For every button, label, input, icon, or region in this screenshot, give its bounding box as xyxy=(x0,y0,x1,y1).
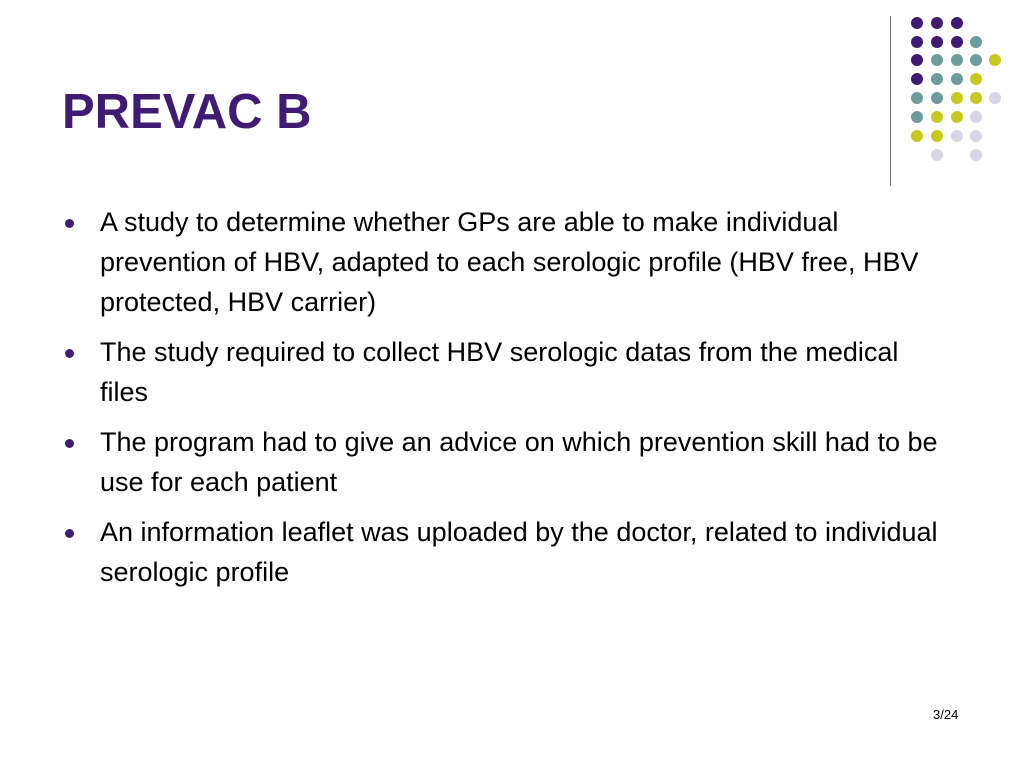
bullet-text: A study to determine whether GPs are able to make individual prevention of HBV, adapted to each serologic profile (HBV free, HBV protected, HBV carrier) xyxy=(100,207,919,317)
page-number: 3/24 xyxy=(933,707,959,722)
dot-grid-icon xyxy=(905,10,1015,170)
bullet-item xyxy=(60,422,950,502)
bullet-icon xyxy=(65,529,74,538)
bullet-icon xyxy=(65,349,74,358)
slide-title: PREVAC B xyxy=(62,85,312,139)
vertical-divider xyxy=(890,16,891,186)
bullet-text: An information leaflet was uploaded by the doctor, related to individual serologic profile xyxy=(100,517,938,587)
bullet-icon xyxy=(65,439,74,448)
bullet-icon xyxy=(65,219,74,228)
bullet-text: The study required to collect HBV serologic datas from the medical files xyxy=(100,337,899,407)
bullet-item xyxy=(60,202,950,322)
bullet-item xyxy=(60,512,950,592)
bullet-item xyxy=(60,332,950,412)
bullet-text: The program had to give an advice on which prevention skill had to be use for each patient xyxy=(100,427,938,497)
bullet-list xyxy=(60,202,950,602)
